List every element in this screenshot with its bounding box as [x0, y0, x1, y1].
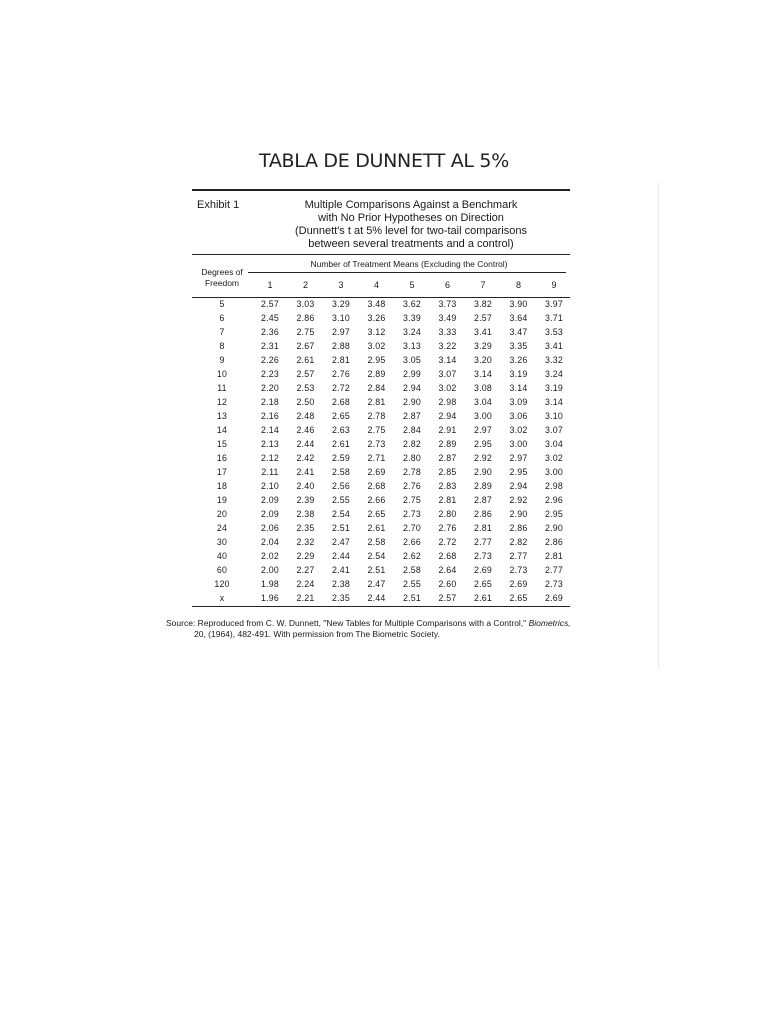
- value-cell: 3.20: [474, 355, 492, 365]
- value-cell: 2.80: [403, 453, 421, 463]
- table-row: [192, 354, 570, 368]
- value-cell: 3.12: [367, 327, 386, 337]
- source-note: [166, 618, 596, 640]
- value-cell: 2.41: [296, 467, 315, 477]
- value-cell: 3.29: [332, 299, 350, 309]
- value-cell: 2.69: [545, 593, 563, 603]
- column-header: 8: [515, 280, 521, 290]
- value-cell: 2.29: [296, 551, 315, 561]
- page-edge-line: [658, 183, 659, 669]
- source-line-2: 20, (1964), 482-491. With permission from The Biometric Society.: [194, 629, 440, 639]
- column-header: 9: [551, 280, 557, 290]
- df-cell: 13: [216, 411, 228, 421]
- value-cell: 3.10: [332, 313, 350, 323]
- value-cell: 2.58: [403, 565, 421, 575]
- value-cell: 3.10: [545, 411, 563, 421]
- value-cell: 3.64: [509, 313, 528, 323]
- table-row: [192, 550, 570, 564]
- df-cell: x: [219, 593, 225, 603]
- table-row: [192, 410, 570, 424]
- table-row: [192, 480, 570, 494]
- value-cell: 2.87: [438, 453, 457, 463]
- column-header: 1: [267, 280, 273, 290]
- df-cell: 8: [219, 341, 225, 351]
- column-header: 4: [373, 280, 379, 290]
- value-cell: 3.26: [367, 313, 386, 323]
- value-cell: 2.27: [296, 565, 315, 575]
- value-cell: 2.09: [261, 495, 279, 505]
- value-cell: 2.16: [261, 411, 279, 421]
- heading-line: with No Prior Hypotheses on Direction: [318, 212, 504, 224]
- df-cell: 7: [219, 327, 225, 337]
- value-cell: 2.89: [438, 439, 457, 449]
- value-cell: 2.64: [438, 565, 457, 575]
- value-cell: 2.62: [403, 551, 421, 561]
- value-cell: 2.13: [261, 439, 279, 449]
- value-cell: 2.69: [509, 579, 528, 589]
- value-cell: 2.57: [296, 369, 315, 379]
- value-cell: 2.51: [367, 565, 386, 575]
- value-cell: 3.62: [403, 299, 421, 309]
- df-cell: 15: [216, 439, 228, 449]
- value-cell: 2.10: [261, 481, 279, 491]
- value-cell: 2.76: [403, 481, 421, 491]
- value-cell: 2.71: [367, 453, 386, 463]
- value-cell: 2.95: [509, 467, 528, 477]
- value-cell: 2.36: [261, 327, 279, 337]
- value-cell: 3.14: [509, 383, 528, 393]
- table-row: [192, 396, 570, 410]
- source-line-1: [166, 618, 596, 629]
- value-cell: 2.73: [367, 439, 386, 449]
- value-cell: 2.66: [367, 495, 386, 505]
- value-cell: 2.55: [332, 495, 350, 505]
- value-cell: 2.12: [261, 453, 279, 463]
- table-row: [192, 564, 570, 578]
- value-cell: 2.77: [509, 551, 528, 561]
- value-cell: 2.61: [296, 355, 315, 365]
- exhibit-label: Exhibit 1: [197, 199, 240, 211]
- value-cell: 2.91: [438, 425, 457, 435]
- value-cell: 2.42: [296, 453, 315, 463]
- value-cell: 3.14: [545, 397, 563, 407]
- value-cell: 2.72: [438, 537, 457, 547]
- value-cell: 2.02: [261, 551, 279, 561]
- value-cell: 2.65: [367, 509, 386, 519]
- value-cell: 2.84: [367, 383, 386, 393]
- value-cell: 2.90: [403, 397, 421, 407]
- table-row: [192, 522, 570, 536]
- column-header: 3: [338, 280, 344, 290]
- value-cell: 2.82: [403, 439, 421, 449]
- value-cell: 2.35: [296, 523, 315, 533]
- table-row: [192, 340, 570, 354]
- spanner-rule: [248, 272, 566, 273]
- value-cell: 2.95: [474, 439, 492, 449]
- exhibit-header: [192, 191, 570, 254]
- value-cell: 2.87: [474, 495, 492, 505]
- value-cell: 3.08: [474, 383, 492, 393]
- table-row: [192, 452, 570, 466]
- column-header: 7: [480, 280, 486, 290]
- value-cell: 2.81: [474, 523, 492, 533]
- value-cell: 2.58: [367, 537, 386, 547]
- value-cell: 3.09: [509, 397, 528, 407]
- value-cell: 2.06: [261, 523, 279, 533]
- value-cell: 2.23: [261, 369, 279, 379]
- value-cell: 3.41: [545, 341, 563, 351]
- page-title: TABLA DE DUNNETT AL 5%: [259, 150, 509, 172]
- value-cell: 2.68: [332, 397, 350, 407]
- value-cell: 2.69: [367, 467, 386, 477]
- df-cell: 9: [219, 355, 225, 365]
- df-cell: 5: [219, 299, 225, 309]
- value-cell: 3.48: [367, 299, 386, 309]
- value-cell: 3.97: [545, 299, 563, 309]
- value-cell: 2.92: [474, 453, 492, 463]
- df-header-line: Degrees of: [201, 267, 243, 277]
- value-cell: 2.70: [403, 523, 421, 533]
- df-cell: 17: [216, 467, 228, 477]
- value-cell: 2.87: [403, 411, 421, 421]
- df-cell: 40: [216, 551, 228, 561]
- value-cell: 2.09: [261, 509, 279, 519]
- value-cell: 3.02: [545, 453, 563, 463]
- value-cell: 2.44: [332, 551, 350, 561]
- value-cell: 2.94: [403, 383, 421, 393]
- column-header: 6: [444, 280, 450, 290]
- value-cell: 2.58: [332, 467, 350, 477]
- table-row: [192, 536, 570, 550]
- value-cell: 2.72: [332, 383, 350, 393]
- value-cell: 3.04: [545, 439, 563, 449]
- df-cell: 120: [214, 579, 230, 589]
- value-cell: 3.53: [545, 327, 563, 337]
- value-cell: 2.48: [296, 411, 315, 421]
- value-cell: 2.81: [332, 355, 350, 365]
- value-cell: 2.82: [509, 537, 528, 547]
- table-row: [192, 312, 570, 326]
- value-cell: 2.47: [332, 537, 350, 547]
- value-cell: 2.96: [545, 495, 563, 505]
- value-cell: 2.81: [367, 397, 386, 407]
- value-cell: 2.97: [474, 425, 492, 435]
- value-cell: 3.00: [509, 439, 528, 449]
- table-row: [192, 424, 570, 438]
- value-cell: 2.63: [332, 425, 350, 435]
- value-cell: 2.75: [296, 327, 315, 337]
- value-cell: 2.66: [403, 537, 421, 547]
- value-cell: 2.51: [403, 593, 421, 603]
- value-cell: 2.94: [509, 481, 528, 491]
- value-cell: 2.86: [296, 313, 315, 323]
- value-cell: 3.02: [367, 341, 386, 351]
- value-cell: 2.85: [438, 467, 457, 477]
- value-cell: 3.19: [545, 383, 563, 393]
- value-cell: 3.07: [438, 369, 457, 379]
- value-cell: 2.65: [509, 593, 528, 603]
- df-cell: 60: [216, 565, 228, 575]
- value-cell: 3.06: [509, 411, 528, 421]
- df-cell: 14: [216, 425, 228, 435]
- value-cell: 3.03: [296, 299, 315, 309]
- value-cell: 3.39: [403, 313, 421, 323]
- value-cell: 3.22: [438, 341, 457, 351]
- value-cell: 2.84: [403, 425, 421, 435]
- value-cell: 2.77: [474, 537, 492, 547]
- value-cell: 2.45: [261, 313, 279, 323]
- value-cell: 2.75: [403, 495, 421, 505]
- value-cell: 1.96: [261, 593, 279, 603]
- value-cell: 2.89: [474, 481, 492, 491]
- value-cell: 2.69: [474, 565, 492, 575]
- table-row: [192, 508, 570, 522]
- table-row: [192, 326, 570, 340]
- value-cell: 2.39: [296, 495, 315, 505]
- value-cell: 2.54: [332, 509, 350, 519]
- value-cell: 3.32: [545, 355, 563, 365]
- value-cell: 3.02: [438, 383, 457, 393]
- value-cell: 3.05: [403, 355, 421, 365]
- df-header: [198, 267, 246, 289]
- value-cell: 2.90: [474, 467, 492, 477]
- value-cell: 1.98: [261, 579, 279, 589]
- value-cell: 2.20: [261, 383, 279, 393]
- value-cell: 2.47: [367, 579, 386, 589]
- value-cell: 2.86: [545, 537, 563, 547]
- df-cell: 10: [216, 369, 228, 379]
- value-cell: 2.26: [261, 355, 279, 365]
- value-cell: 2.50: [296, 397, 315, 407]
- heading-line: (Dunnett's t at 5% level for two-tail comparisons: [295, 225, 527, 237]
- df-cell: 30: [216, 537, 228, 547]
- value-cell: 2.00: [261, 565, 279, 575]
- value-cell: 2.73: [403, 509, 421, 519]
- value-cell: 3.82: [474, 299, 492, 309]
- value-cell: 2.54: [367, 551, 386, 561]
- value-cell: 2.38: [296, 509, 315, 519]
- table-row: [192, 578, 570, 592]
- value-cell: 2.51: [332, 523, 350, 533]
- heading-line: Multiple Comparisons Against a Benchmark: [304, 199, 518, 211]
- value-cell: 3.02: [509, 425, 528, 435]
- value-cell: 2.86: [509, 523, 528, 533]
- value-cell: 2.90: [545, 523, 563, 533]
- value-cell: 2.89: [367, 369, 386, 379]
- value-cell: 2.80: [438, 509, 457, 519]
- source-journal: Biometrics,: [528, 618, 571, 628]
- value-cell: 2.98: [545, 481, 563, 491]
- value-cell: 2.65: [332, 411, 350, 421]
- value-cell: 2.56: [332, 481, 350, 491]
- value-cell: 2.94: [438, 411, 457, 421]
- value-cell: 3.04: [474, 397, 492, 407]
- value-cell: 2.68: [367, 481, 386, 491]
- value-cell: 3.24: [545, 369, 563, 379]
- exhibit-table: [192, 189, 570, 607]
- value-cell: 2.41: [332, 565, 350, 575]
- value-cell: 2.40: [296, 481, 315, 491]
- value-cell: 3.33: [438, 327, 457, 337]
- value-cell: 2.95: [545, 509, 563, 519]
- value-cell: 2.55: [403, 579, 421, 589]
- value-cell: 2.78: [403, 467, 421, 477]
- value-cell: 2.24: [296, 579, 315, 589]
- value-cell: 2.95: [367, 355, 386, 365]
- value-cell: 3.07: [545, 425, 563, 435]
- value-cell: 3.90: [509, 299, 528, 309]
- value-cell: 2.61: [332, 439, 350, 449]
- table-row: [192, 592, 570, 606]
- bottom-rule: [192, 606, 570, 607]
- value-cell: 2.44: [367, 593, 386, 603]
- exhibit-heading: [272, 199, 550, 251]
- value-cell: 2.88: [332, 341, 350, 351]
- value-cell: 2.46: [296, 425, 315, 435]
- df-header-line: Freedom: [204, 278, 239, 288]
- column-header: 5: [409, 280, 415, 290]
- value-cell: 3.71: [545, 313, 563, 323]
- value-cell: 2.90: [509, 509, 528, 519]
- df-cell: 6: [219, 313, 225, 323]
- value-cell: 2.11: [261, 467, 279, 477]
- df-cell: 18: [216, 481, 228, 491]
- value-cell: 3.19: [509, 369, 528, 379]
- value-cell: 2.67: [296, 341, 315, 351]
- value-cell: 2.97: [509, 453, 528, 463]
- df-cell: 16: [216, 453, 228, 463]
- value-cell: 3.24: [403, 327, 421, 337]
- value-cell: 2.44: [296, 439, 315, 449]
- df-cell: 11: [217, 383, 227, 393]
- column-spanner: Number of Treatment Means (Excluding the Control): [310, 259, 508, 269]
- value-cell: 2.92: [509, 495, 528, 505]
- heading-line: between several treatments and a control): [308, 238, 514, 250]
- df-cell: 12: [216, 397, 228, 407]
- value-cell: 2.83: [438, 481, 457, 491]
- value-cell: 2.38: [332, 579, 350, 589]
- table-row: [192, 298, 570, 312]
- value-cell: 2.57: [261, 299, 279, 309]
- source-prefix: Source: Reproduced from C. W. Dunnett, "New Tables for Multiple Comparisons with a Control,": [166, 618, 527, 628]
- value-cell: 3.49: [438, 313, 457, 323]
- value-cell: 3.00: [474, 411, 492, 421]
- value-cell: 2.61: [474, 593, 492, 603]
- value-cell: 2.76: [332, 369, 350, 379]
- value-cell: 2.75: [367, 425, 386, 435]
- value-cell: 2.04: [261, 537, 279, 547]
- value-cell: 2.73: [545, 579, 563, 589]
- value-cell: 2.81: [438, 495, 457, 505]
- value-cell: 2.57: [474, 313, 492, 323]
- value-cell: 2.61: [367, 523, 386, 533]
- value-cell: 2.97: [332, 327, 350, 337]
- value-cell: 3.35: [509, 341, 528, 351]
- value-cell: 3.14: [474, 369, 492, 379]
- value-cell: 3.29: [474, 341, 492, 351]
- value-cell: 3.14: [438, 355, 457, 365]
- value-cell: 2.18: [261, 397, 279, 407]
- value-cell: 2.32: [296, 537, 315, 547]
- value-cell: 3.26: [509, 355, 528, 365]
- table-row: [192, 382, 570, 396]
- table-body: [192, 298, 570, 606]
- value-cell: 2.14: [261, 425, 279, 435]
- column-header-block: [192, 255, 570, 297]
- value-cell: 2.57: [438, 593, 457, 603]
- df-cell: 20: [216, 509, 228, 519]
- value-cell: 2.78: [367, 411, 386, 421]
- column-headers: [248, 280, 570, 292]
- value-cell: 2.86: [474, 509, 492, 519]
- value-cell: 2.59: [332, 453, 350, 463]
- table-row: [192, 494, 570, 508]
- column-header: 2: [302, 280, 308, 290]
- table-row: [192, 466, 570, 480]
- value-cell: 2.99: [403, 369, 421, 379]
- value-cell: 2.73: [509, 565, 528, 575]
- value-cell: 2.98: [438, 397, 457, 407]
- value-cell: 3.13: [403, 341, 421, 351]
- value-cell: 2.35: [332, 593, 350, 603]
- value-cell: 3.73: [438, 299, 457, 309]
- value-cell: 2.73: [474, 551, 492, 561]
- value-cell: 2.21: [296, 593, 315, 603]
- value-cell: 3.47: [509, 327, 528, 337]
- value-cell: 3.00: [545, 467, 563, 477]
- value-cell: 2.81: [545, 551, 563, 561]
- value-cell: 3.41: [474, 327, 492, 337]
- df-cell: 24: [216, 523, 228, 533]
- value-cell: 2.77: [545, 565, 563, 575]
- value-cell: 2.65: [474, 579, 492, 589]
- df-cell: 19: [216, 495, 228, 505]
- value-cell: 2.53: [296, 383, 315, 393]
- value-cell: 2.60: [438, 579, 457, 589]
- table-row: [192, 368, 570, 382]
- table-row: [192, 438, 570, 452]
- value-cell: 2.68: [438, 551, 457, 561]
- value-cell: 2.31: [261, 341, 279, 351]
- value-cell: 2.76: [438, 523, 457, 533]
